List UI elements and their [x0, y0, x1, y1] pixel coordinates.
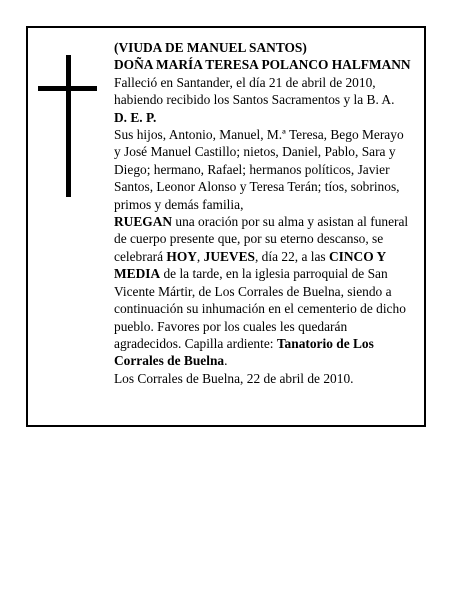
tanatorio-name: Tanatorio de Los [276, 335, 374, 351]
request-line-7: pueblo. Favores por los cuales les quedarán [114, 318, 348, 334]
tanatorio-location: Corrales de Buelna [114, 353, 225, 369]
family-line-2: y José Manuel Castillo; nietos, Daniel, Pablo, Sara y [114, 144, 396, 160]
family-line-1: Sus hijos, Antonio, Manuel, M.ª Teresa, Bego Merayo [114, 127, 404, 143]
request-line-2: de cuerpo presente que, por su eterno descanso, se [114, 231, 384, 247]
place-date-line: Los Corrales de Buelna, 22 de abril de 2010. [114, 370, 354, 386]
request-line-3 [114, 248, 420, 265]
request-line-8 [114, 335, 420, 352]
cinco-y-words: CINCO Y [329, 248, 387, 264]
request-line-4-rest: de la tarde, en la iglesia parroquial de San [160, 266, 388, 282]
deceased-name: DOÑA MARÍA TERESA POLANCO HALFMANN [114, 57, 411, 73]
death-notice-line-2: habiendo recibido los Santos Sacramentos y la B. A. [114, 92, 395, 108]
request-line-3-pre: celebrará [114, 248, 167, 264]
cross-vertical-bar [66, 55, 71, 197]
cross-horizontal-bar [38, 86, 97, 91]
death-notice-line-1: Falleció en Santander, el día 21 de abril de 2010, [114, 74, 376, 90]
request-line-4 [114, 265, 420, 282]
media-word: MEDIA [114, 266, 161, 282]
ruegan-word: RUEGAN [114, 214, 173, 230]
request-line-9 [114, 352, 420, 369]
rip-line: D. E. P. [114, 109, 157, 125]
family-line-5: primos y demás familia, [114, 196, 244, 212]
widow-of-line: (VIUDA DE MANUEL SANTOS) [114, 40, 307, 55]
request-line-1 [114, 213, 420, 230]
family-line-3: Diego; hermano, Rafael; hermanos políticos, Javier [114, 161, 390, 177]
jueves-word: JUEVES [203, 248, 255, 264]
obituary-text [114, 39, 420, 387]
request-line-6: continuación su inhumación en el cementerio de dicho [114, 301, 406, 317]
request-line-3-mid: , día 22, a las [254, 248, 329, 264]
hoy-word: HOY [166, 248, 197, 264]
request-period: . [224, 353, 228, 369]
request-line-1-rest: una oración por su alma y asistan al funeral [172, 214, 409, 230]
request-line-8-pre: agradecidos. Capilla ardiente: [114, 335, 277, 351]
request-line-5: Vicente Mártir, de Los Corrales de Buelna, siendo a [114, 283, 392, 299]
family-line-4: Santos, Leonor Alonso y Teresa Terán; tíos, sobrinos, [114, 179, 400, 195]
request-comma: , [196, 248, 204, 264]
